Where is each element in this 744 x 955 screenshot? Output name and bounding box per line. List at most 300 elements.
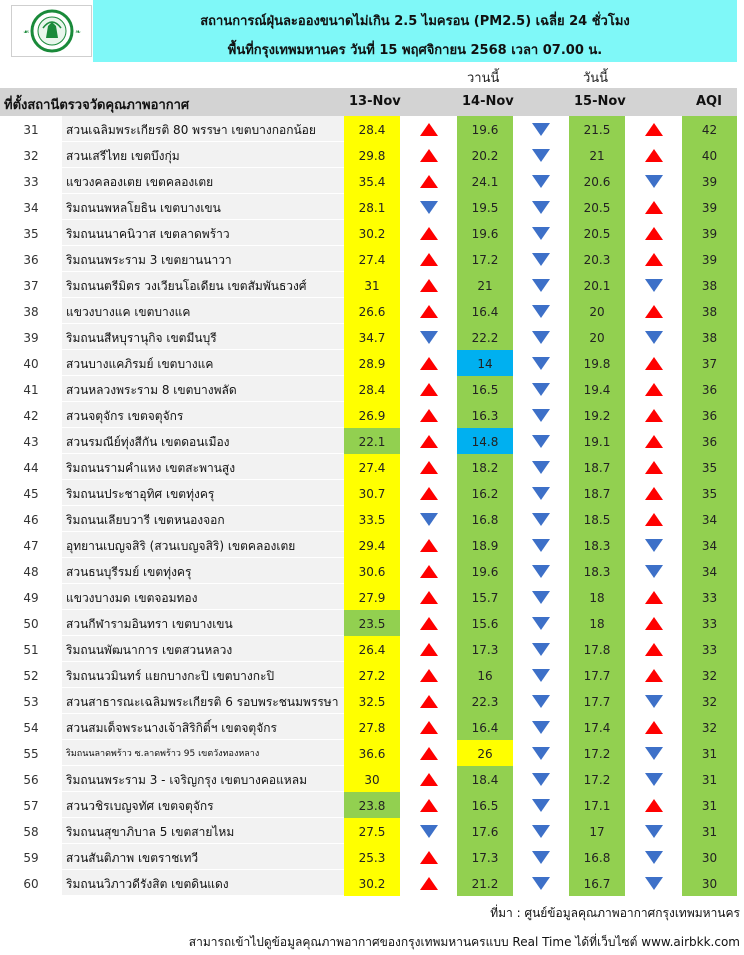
station-location: สวนเฉลิมพระเกียรติ 80 พรรษา เขตบางกอกน้อย — [62, 116, 344, 142]
pm25-13nov: 28.9 — [344, 350, 400, 376]
trend-15nov-cell — [625, 376, 682, 402]
table-row — [0, 532, 744, 558]
pm25-14nov: 20.2 — [457, 142, 513, 168]
pm25-13nov: 34.7 — [344, 324, 400, 350]
trend-13nov-cell — [400, 766, 457, 792]
trend-14nov-cell — [513, 662, 569, 688]
table-row — [0, 116, 744, 142]
trend-15nov-cell — [625, 766, 682, 792]
aqi-value: 39 — [682, 246, 737, 272]
pm25-13nov: 27.2 — [344, 662, 400, 688]
pm25-13nov: 28.4 — [344, 116, 400, 142]
pm25-14nov: 16.4 — [457, 714, 513, 740]
aqi-value: 40 — [682, 142, 737, 168]
arrow-up-icon — [420, 435, 438, 448]
pm25-15nov: 18 — [569, 584, 625, 610]
trend-13nov-cell — [400, 636, 457, 662]
pm25-15nov: 19.4 — [569, 376, 625, 402]
trend-13nov-cell — [400, 428, 457, 454]
aqi-value: 31 — [682, 792, 737, 818]
station-location: ริมถนนนาคนิวาส เขตลาดพร้าว — [62, 220, 344, 246]
station-location: สวนรมณีย์ทุ่งสีกัน เขตดอนเมือง — [62, 428, 344, 454]
station-location: สวนหลวงพระราม 8 เขตบางพลัด — [62, 376, 344, 402]
station-location: ริมถนนเลียบวารี เขตหนองจอก — [62, 506, 344, 532]
arrow-down-icon — [645, 695, 663, 708]
trend-14nov-cell — [513, 818, 569, 844]
arrow-up-icon — [420, 747, 438, 760]
column-header — [0, 88, 737, 116]
arrow-down-icon — [532, 201, 550, 214]
arrow-up-icon — [420, 695, 438, 708]
arrow-down-icon — [532, 877, 550, 890]
pm25-14nov: 24.1 — [457, 168, 513, 194]
trend-15nov-cell — [625, 194, 682, 220]
pm25-15nov: 17.8 — [569, 636, 625, 662]
station-location: ริมถนนวมินทร์ แยกบางกะปิ เขตบางกะปิ — [62, 662, 344, 688]
trend-14nov-cell — [513, 246, 569, 272]
pm25-13nov: 27.8 — [344, 714, 400, 740]
trend-14nov-cell — [513, 740, 569, 766]
trend-14nov-cell — [513, 194, 569, 220]
pm25-15nov: 20.5 — [569, 194, 625, 220]
trend-13nov-cell — [400, 662, 457, 688]
arrow-up-icon — [645, 253, 663, 266]
trend-13nov-cell — [400, 870, 457, 896]
trend-15nov-cell — [625, 142, 682, 168]
trend-15nov-cell — [625, 844, 682, 870]
pm25-14nov: 21.2 — [457, 870, 513, 896]
arrow-down-icon — [532, 227, 550, 240]
pm25-15nov: 18.3 — [569, 532, 625, 558]
pm25-14nov: 15.7 — [457, 584, 513, 610]
arrow-down-icon — [645, 331, 663, 344]
arrow-down-icon — [532, 487, 550, 500]
arrow-down-icon — [532, 773, 550, 786]
table-row — [0, 194, 744, 220]
trend-13nov-cell — [400, 220, 457, 246]
arrow-up-icon — [645, 721, 663, 734]
trend-14nov-cell — [513, 272, 569, 298]
pm25-13nov: 30.2 — [344, 220, 400, 246]
station-location: ริมถนนประชาอุทิศ เขตทุ่งครุ — [62, 480, 344, 506]
pm25-15nov: 17.2 — [569, 766, 625, 792]
trend-14nov-cell — [513, 142, 569, 168]
arrow-down-icon — [532, 331, 550, 344]
arrow-up-icon — [645, 201, 663, 214]
trend-13nov-cell — [400, 298, 457, 324]
station-number: 55 — [0, 740, 62, 766]
table-edge — [737, 62, 744, 902]
arrow-down-icon — [532, 721, 550, 734]
table-row — [0, 480, 744, 506]
pm25-13nov: 26.4 — [344, 636, 400, 662]
station-number: 37 — [0, 272, 62, 298]
trend-13nov-cell — [400, 844, 457, 870]
table-row — [0, 870, 744, 896]
arrow-up-icon — [420, 565, 438, 578]
pm25-14nov: 18.4 — [457, 766, 513, 792]
station-number: 60 — [0, 870, 62, 896]
trend-15nov-cell — [625, 298, 682, 324]
pm25-14nov: 16.3 — [457, 402, 513, 428]
today-label: วันนี้ — [583, 71, 609, 86]
aqi-header: AQI — [696, 94, 722, 109]
aqi-value: 38 — [682, 324, 737, 350]
arrow-up-icon — [420, 279, 438, 292]
pm25-14nov: 17.3 — [457, 636, 513, 662]
arrow-up-icon — [645, 461, 663, 474]
arrow-up-icon — [645, 617, 663, 630]
aqi-value: 37 — [682, 350, 737, 376]
table-row — [0, 506, 744, 532]
table-row — [0, 558, 744, 584]
trend-13nov-cell — [400, 584, 457, 610]
pm25-13nov: 25.3 — [344, 844, 400, 870]
station-location: สวนจตุจักร เขตจตุจักร — [62, 402, 344, 428]
station-number: 54 — [0, 714, 62, 740]
pm25-13nov: 27.5 — [344, 818, 400, 844]
trend-14nov-cell — [513, 532, 569, 558]
table-row — [0, 454, 744, 480]
table-row — [0, 246, 744, 272]
arrow-down-icon — [532, 357, 550, 370]
arrow-down-icon — [645, 175, 663, 188]
arrow-down-icon — [645, 747, 663, 760]
table-row — [0, 818, 744, 844]
pm25-13nov: 29.4 — [344, 532, 400, 558]
pm25-13nov: 26.9 — [344, 402, 400, 428]
pm25-15nov: 17 — [569, 818, 625, 844]
pm25-15nov: 20.3 — [569, 246, 625, 272]
aqi-value: 31 — [682, 766, 737, 792]
trend-15nov-cell — [625, 636, 682, 662]
report-subtitle: พื้นที่กรุงเทพมหานคร วันที่ 15 พฤศจิกายน 2568 เวลา 07.00 น. — [227, 43, 603, 58]
station-location: ริมถนนรามคำแหง เขตสะพานสูง — [62, 454, 344, 480]
arrow-up-icon — [420, 591, 438, 604]
aqi-value: 35 — [682, 480, 737, 506]
pm25-14nov: 19.6 — [457, 220, 513, 246]
trend-14nov-cell — [513, 584, 569, 610]
pm25-15nov: 16.7 — [569, 870, 625, 896]
arrow-up-icon — [420, 669, 438, 682]
station-number: 44 — [0, 454, 62, 480]
pm25-14nov: 14 — [457, 350, 513, 376]
pm25-15nov: 18.7 — [569, 480, 625, 506]
station-number: 57 — [0, 792, 62, 818]
station-location: ริมถนนพัฒนาการ เขตสวนหลวง — [62, 636, 344, 662]
pm25-13nov: 29.8 — [344, 142, 400, 168]
station-location: สวนบางแคภิรมย์ เขตบางแค — [62, 350, 344, 376]
pm25-14nov: 26 — [457, 740, 513, 766]
pm25-14nov: 17.6 — [457, 818, 513, 844]
trend-14nov-cell — [513, 350, 569, 376]
pm25-15nov: 20 — [569, 298, 625, 324]
table-row — [0, 662, 744, 688]
trend-13nov-cell — [400, 454, 457, 480]
arrow-down-icon — [532, 695, 550, 708]
station-location: สวนสมเด็จพระนางเจ้าสิริกิติ์ฯ เขตจตุจักร — [62, 714, 344, 740]
arrow-down-icon — [420, 513, 438, 526]
pm25-14nov: 21 — [457, 272, 513, 298]
trend-14nov-cell — [513, 480, 569, 506]
table-row — [0, 376, 744, 402]
table-row — [0, 714, 744, 740]
arrow-up-icon — [420, 539, 438, 552]
pm25-14nov: 17.3 — [457, 844, 513, 870]
aqi-value: 39 — [682, 194, 737, 220]
arrow-down-icon — [420, 201, 438, 214]
station-number: 38 — [0, 298, 62, 324]
date-15-header: 15-Nov — [574, 94, 626, 109]
svg-text:❧: ❧ — [74, 28, 81, 36]
trend-15nov-cell — [625, 740, 682, 766]
station-location: สวนวชิรเบญจทัศ เขตจตุจักร — [62, 792, 344, 818]
arrow-up-icon — [420, 357, 438, 370]
station-number: 36 — [0, 246, 62, 272]
trend-14nov-cell — [513, 402, 569, 428]
station-number: 40 — [0, 350, 62, 376]
arrow-down-icon — [532, 643, 550, 656]
pm25-13nov: 26.6 — [344, 298, 400, 324]
arrow-up-icon — [645, 487, 663, 500]
table-row — [0, 428, 744, 454]
table-row — [0, 584, 744, 610]
table-row — [0, 688, 744, 714]
report-header — [0, 0, 744, 62]
pm25-15nov: 18.5 — [569, 506, 625, 532]
station-number: 58 — [0, 818, 62, 844]
pm25-15nov: 18.7 — [569, 454, 625, 480]
table-row — [0, 324, 744, 350]
pm25-14nov: 18.9 — [457, 532, 513, 558]
station-number: 45 — [0, 480, 62, 506]
trend-13nov-cell — [400, 610, 457, 636]
trend-15nov-cell — [625, 584, 682, 610]
trend-15nov-cell — [625, 168, 682, 194]
pm25-13nov: 30.7 — [344, 480, 400, 506]
station-number: 46 — [0, 506, 62, 532]
pm25-15nov: 21.5 — [569, 116, 625, 142]
table-row — [0, 402, 744, 428]
arrow-up-icon — [645, 383, 663, 396]
station-location: อุทยานเบญจสิริ (สวนเบญจสิริ) เขตคลองเตย — [62, 532, 344, 558]
trend-14nov-cell — [513, 324, 569, 350]
trend-13nov-cell — [400, 142, 457, 168]
table-row — [0, 220, 744, 246]
table-row — [0, 740, 744, 766]
trend-15nov-cell — [625, 116, 682, 142]
arrow-up-icon — [420, 617, 438, 630]
arrow-down-icon — [532, 825, 550, 838]
pm25-14nov: 15.6 — [457, 610, 513, 636]
arrow-up-icon — [420, 253, 438, 266]
arrow-up-icon — [420, 721, 438, 734]
aqi-value: 39 — [682, 220, 737, 246]
aqi-value: 38 — [682, 298, 737, 324]
trend-13nov-cell — [400, 818, 457, 844]
arrow-down-icon — [532, 279, 550, 292]
arrow-down-icon — [532, 305, 550, 318]
arrow-down-icon — [532, 591, 550, 604]
arrow-down-icon — [420, 825, 438, 838]
trend-13nov-cell — [400, 272, 457, 298]
pm25-14nov: 16.5 — [457, 376, 513, 402]
station-location: ริมถนนพหลโยธิน เขตบางเขน — [62, 194, 344, 220]
arrow-down-icon — [532, 435, 550, 448]
arrow-up-icon — [645, 643, 663, 656]
pm25-15nov: 19.1 — [569, 428, 625, 454]
trend-13nov-cell — [400, 506, 457, 532]
trend-13nov-cell — [400, 194, 457, 220]
trend-15nov-cell — [625, 402, 682, 428]
arrow-down-icon — [420, 331, 438, 344]
aqi-value: 33 — [682, 584, 737, 610]
arrow-down-icon — [532, 175, 550, 188]
trend-15nov-cell — [625, 246, 682, 272]
station-number: 53 — [0, 688, 62, 714]
station-location: สวนสันติภาพ เขตราชเทวี — [62, 844, 344, 870]
pm25-13nov: 30.2 — [344, 870, 400, 896]
station-location: ริมถนนพระราม 3 - เจริญกรุง เขตบางคอแหลม — [62, 766, 344, 792]
arrow-up-icon — [645, 591, 663, 604]
pm25-13nov: 30 — [344, 766, 400, 792]
pm25-13nov: 33.5 — [344, 506, 400, 532]
pm25-15nov: 18.3 — [569, 558, 625, 584]
arrow-up-icon — [420, 305, 438, 318]
pm25-15nov: 20 — [569, 324, 625, 350]
trend-15nov-cell — [625, 818, 682, 844]
arrow-down-icon — [532, 513, 550, 526]
trend-15nov-cell — [625, 662, 682, 688]
yesterday-label: วานนี้ — [467, 71, 500, 86]
trend-15nov-cell — [625, 324, 682, 350]
report-title: สถานการณ์ฝุ่นละอองขนาดไม่เกิน 2.5 ไมครอน (PM2.5) เฉลี่ย 24 ชั่วโมง — [200, 14, 630, 29]
station-number: 51 — [0, 636, 62, 662]
trend-14nov-cell — [513, 220, 569, 246]
arrow-down-icon — [645, 279, 663, 292]
trend-15nov-cell — [625, 610, 682, 636]
trend-13nov-cell — [400, 688, 457, 714]
pm25-13nov: 28.1 — [344, 194, 400, 220]
date-13-header: 13-Nov — [349, 94, 401, 109]
station-location: ริมถนนพระราม 3 เขตยานนาวา — [62, 246, 344, 272]
station-number: 42 — [0, 402, 62, 428]
pm25-13nov: 32.5 — [344, 688, 400, 714]
trend-14nov-cell — [513, 714, 569, 740]
arrow-up-icon — [645, 513, 663, 526]
arrow-down-icon — [532, 747, 550, 760]
station-location: แขวงบางมด เขตจอมทอง — [62, 584, 344, 610]
trend-15nov-cell — [625, 688, 682, 714]
website-note: สามารถเข้าไปดูข้อมูลคุณภาพอากาศของกรุงเทพมหานครแบบ Real Time ได้ที่เว็บไซต์ www.airbkk.com — [188, 935, 740, 949]
station-location: แขวงคลองเตย เขตคลองเตย — [62, 168, 344, 194]
arrow-up-icon — [420, 851, 438, 864]
table-row — [0, 298, 744, 324]
arrow-up-icon — [645, 227, 663, 240]
station-location: สวนธนบุรีรมย์ เขตทุ่งครุ — [62, 558, 344, 584]
trend-14nov-cell — [513, 688, 569, 714]
pm25-14nov: 16.2 — [457, 480, 513, 506]
trend-14nov-cell — [513, 298, 569, 324]
pm25-14nov: 19.6 — [457, 116, 513, 142]
station-number: 32 — [0, 142, 62, 168]
arrow-down-icon — [532, 565, 550, 578]
pm25-13nov: 22.1 — [344, 428, 400, 454]
pm25-14nov: 16.5 — [457, 792, 513, 818]
station-table — [0, 116, 744, 896]
pm25-13nov: 23.5 — [344, 610, 400, 636]
trend-13nov-cell — [400, 532, 457, 558]
pm25-14nov: 22.3 — [457, 688, 513, 714]
station-location: ริมถนนวิภาวดีรังสิต เขตดินแดง — [62, 870, 344, 896]
aqi-value: 35 — [682, 454, 737, 480]
pm25-15nov: 17.2 — [569, 740, 625, 766]
aqi-value: 36 — [682, 376, 737, 402]
arrow-up-icon — [645, 357, 663, 370]
trend-14nov-cell — [513, 506, 569, 532]
arrow-up-icon — [420, 643, 438, 656]
table-row — [0, 168, 744, 194]
arrow-up-icon — [420, 227, 438, 240]
pm25-15nov: 19.2 — [569, 402, 625, 428]
arrow-down-icon — [645, 539, 663, 552]
aqi-value: 39 — [682, 168, 737, 194]
arrow-down-icon — [532, 409, 550, 422]
trend-13nov-cell — [400, 350, 457, 376]
arrow-up-icon — [645, 799, 663, 812]
table-row — [0, 766, 744, 792]
aqi-value: 34 — [682, 506, 737, 532]
station-location: สวนกีฬารามอินทรา เขตบางเขน — [62, 610, 344, 636]
pm25-15nov: 20.5 — [569, 220, 625, 246]
pm25-13nov: 23.8 — [344, 792, 400, 818]
trend-14nov-cell — [513, 454, 569, 480]
arrow-up-icon — [420, 487, 438, 500]
pm25-14nov: 18.2 — [457, 454, 513, 480]
station-number: 35 — [0, 220, 62, 246]
source-note: ที่มา : ศูนย์ข้อมูลคุณภาพอากาศกรุงเทพมหานคร — [490, 906, 740, 920]
station-number: 49 — [0, 584, 62, 610]
pm25-13nov: 27.4 — [344, 246, 400, 272]
arrow-down-icon — [532, 123, 550, 136]
station-number: 56 — [0, 766, 62, 792]
trend-13nov-cell — [400, 376, 457, 402]
trend-14nov-cell — [513, 116, 569, 142]
pm25-13nov: 36.6 — [344, 740, 400, 766]
trend-15nov-cell — [625, 870, 682, 896]
arrow-up-icon — [420, 149, 438, 162]
pm25-15nov: 21 — [569, 142, 625, 168]
arrow-up-icon — [645, 435, 663, 448]
arrow-down-icon — [645, 851, 663, 864]
trend-14nov-cell — [513, 792, 569, 818]
trend-15nov-cell — [625, 428, 682, 454]
arrow-down-icon — [532, 851, 550, 864]
table-row — [0, 272, 744, 298]
arrow-down-icon — [645, 773, 663, 786]
pm25-13nov: 30.6 — [344, 558, 400, 584]
arrow-up-icon — [420, 773, 438, 786]
station-number: 48 — [0, 558, 62, 584]
arrow-up-icon — [645, 669, 663, 682]
trend-15nov-cell — [625, 272, 682, 298]
logo — [11, 5, 92, 57]
aqi-value: 32 — [682, 714, 737, 740]
pm25-15nov: 20.1 — [569, 272, 625, 298]
arrow-up-icon — [645, 149, 663, 162]
table-row — [0, 142, 744, 168]
trend-14nov-cell — [513, 376, 569, 402]
